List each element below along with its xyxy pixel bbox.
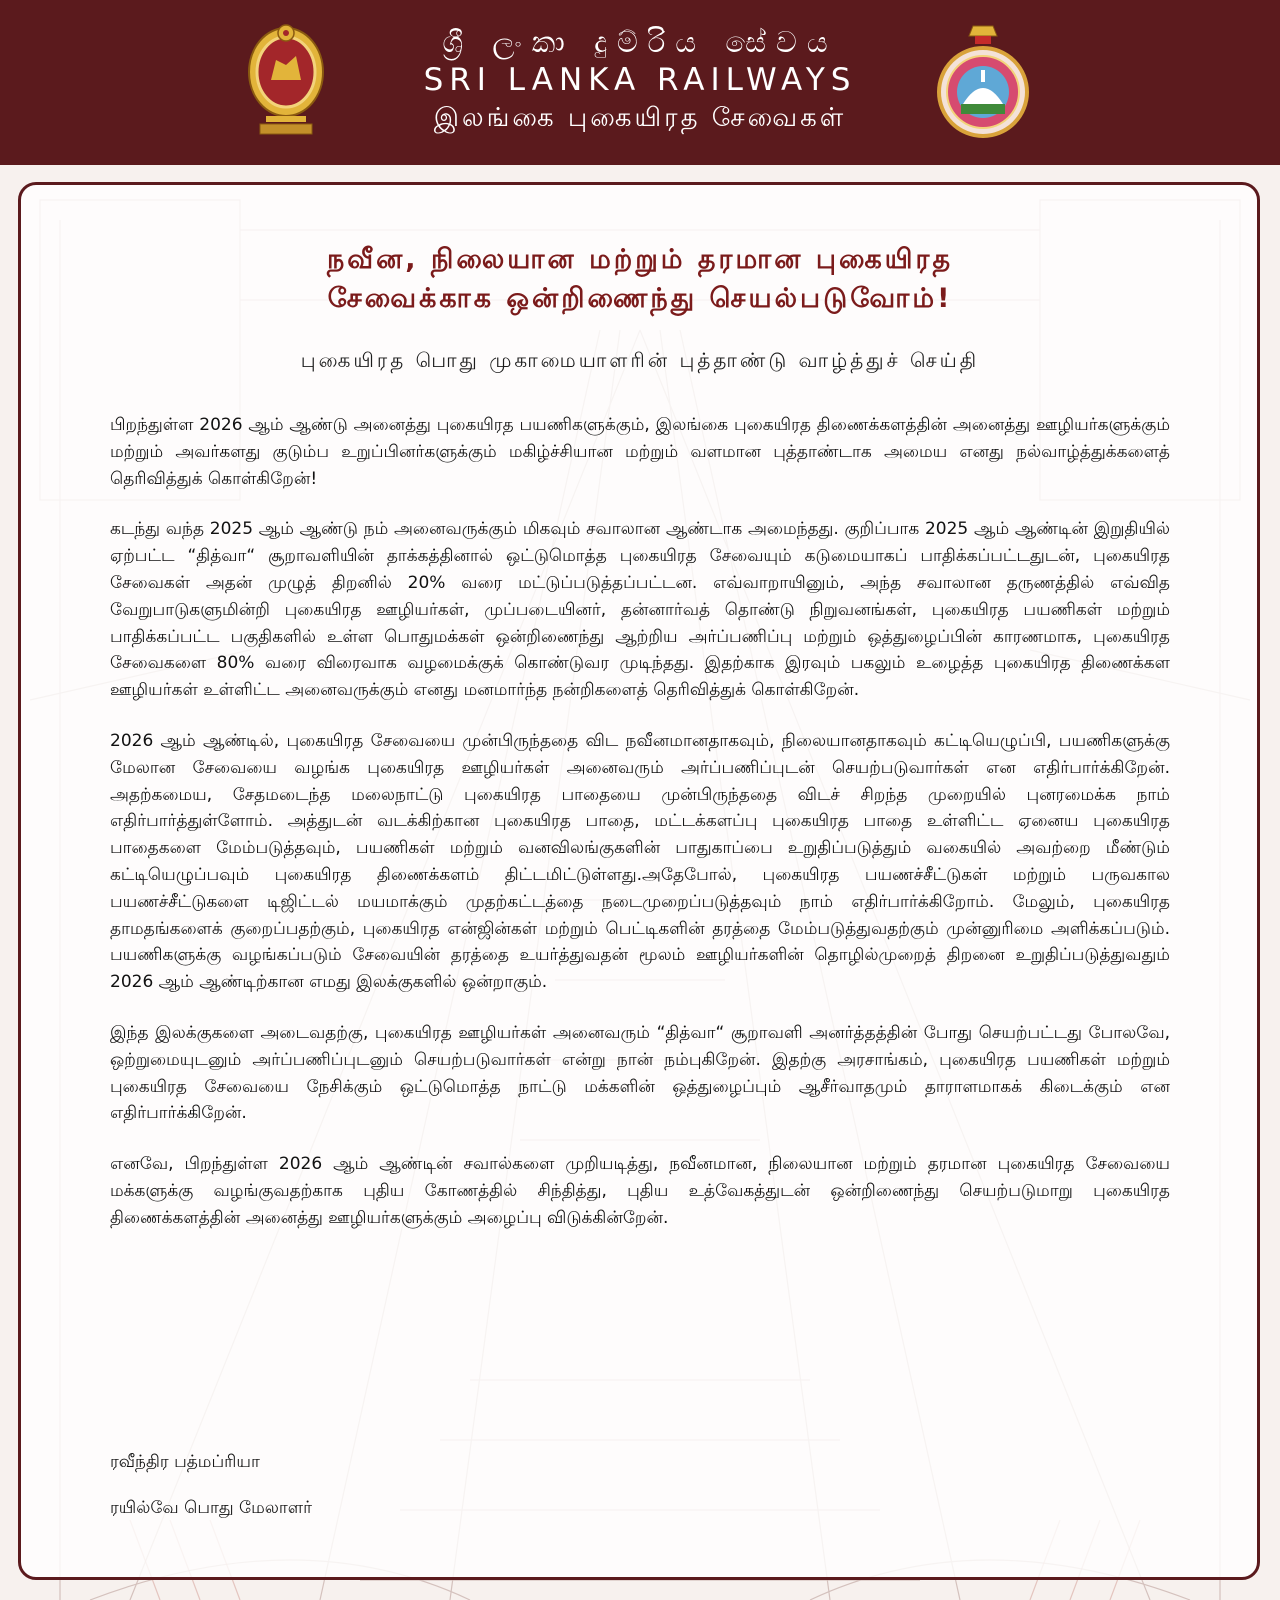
header-banner xyxy=(0,0,1280,165)
paragraph-4: இந்த இலக்குகளை அடைவதற்கு, புகையிரத ஊழியர்கள் அனைவரும் “தித்வா“ சூறாவளி அனர்த்தத்தின் போது செயற்பட்டது போலவே, ஒற்றுமையுடனும் அர்ப்பணிப்புடனும் செயற்படுவார்கள் என்று நான் நம்புகிறேன். இதற்கு அரசாங்கம், புகையிரத பயணிகள் மற்றும் புகையிரத சேவையை நேசிக்கும் ஒட்டுமொத்த நாட்டு மக்களின் ஒத்துழைப்பும் ஆசீர்வாதமும் தாராளமாகக் கிடைக்கும் என எதிர்பார்க்கிறேன். xyxy=(110,1022,1170,1124)
title-line-2: சேவைக்காக ஒன்றிணைந்து செயல்படுவோம்! xyxy=(327,283,953,314)
signatory-position: ரயில்வே பொது மேலாளர் xyxy=(110,1498,312,1518)
header-title-english: SRI LANKA RAILWAYS xyxy=(423,62,857,98)
paragraph-1: பிறந்துள்ள 2026 ஆம் ஆண்டு அனைத்து புகையிரத பயணிகளுக்கும், இலங்கை புகையிரத திணைக்களத்தின் அனைத்து ஊழியர்களுக்கும் மற்றும் அவர்களது குடும்ப உறுப்பினர்களுக்கும் மகிழ்ச்சியான மற்றும் வளமான புத்தாண்டாக அமைய எனது நல்வாழ்த்துக்களைத் தெரிவித்துக் கொள்கிறேன்! xyxy=(110,415,1170,489)
signature-block xyxy=(110,1452,312,1544)
signatory-name: ரவீந்திர பத்மப்ரியா xyxy=(110,1452,260,1472)
paragraph-2: கடந்து வந்த 2025 ஆம் ஆண்டு நம் அனைவருக்கும் மிகவும் சவாலான ஆண்டாக அமைந்தது. குறிப்பாக 2025 ஆம் ஆண்டின் இறுதியில் ஏற்பட்ட “தித்வா“ சூறாவளியின் தாக்கத்தினால் ஒட்டுமொத்த புகையிரத சேவையும் கடுமையாகப் பாதிக்கப்பட்டதுடன், புகையிரத சேவைகள் அதன் முழுத் திறனில் 20% வரை மட்டுப்படுத்தப்பட்டன. எவ்வாறாயினும், அந்த சவாலான தருணத்தில் எவ்வித வேறுபாடுகளுமின்றி புகையிரத ஊழியர்கள், முப்படையினர், தன்னார்வத் தொண்டு நிறுவனங்கள், புகையிரத பயணிகள் மற்றும் பாதிக்கப்பட்ட பகுதிகளில் உள்ள பொதுமக்கள் ஒன்றிணைந்து ஆற்றிய அர்ப்பணிப்பு மற்றும் ஒத்துழைப்பின் காரணமாக, புகையிரத சேவைகளை 80% வரை விரைவாக வழமைக்குக் கொண்டுவர முடிந்தது. இதற்காக இரவும் பகலும் உழைத்த புகையிரத திணைக்கள ஊழியர்கள் உள்ளிட்ட அனைவருக்கும் எனது மனமார்ந்த நன்றிகளைத் தெரிவித்துக் கொள்கிறேன். xyxy=(110,519,1170,701)
paragraph-5: எனவே, பிறந்துள்ள 2026 ஆம் ஆண்டின் சவால்களை முறியடித்து, நவீனமான, நிலையான மற்றும் தரமான புகையிரத சேவையை மக்களுக்கு வழங்குவதற்காக புதிய கோணத்தில் சிந்தித்து, புதிய உத்வேகத்துடன் ஒன்றிணைந்து செயற்படுமாறு புகையிரத திணைக்களத்தின் அனைத்து ஊழியர்களுக்கும் அழைப்பு விடுக்கின்றேன். xyxy=(110,1154,1170,1228)
header-title-sinhala: ශ්‍රී ලංකා දුම්රිය සේවය xyxy=(442,25,838,59)
paragraph-3: 2026 ஆம் ஆண்டில், புகையிரத சேவையை முன்பிருந்ததை விட நவீனமானதாகவும், நிலையானதாகவும் கட்டியெழுப்பி, பயணிகளுக்கு மேலான சேவையை வழங்க புகையிரத ஊழியர்கள் அனைவரும் அர்ப்பணிப்புடன் செயற்படுவார்கள் என எதிர்பார்க்கிறேன். அதற்கமைய, சேதமடைந்த மலைநாட்டு புகையிரத பாதையை முன்பிருந்ததை விடச் சிறந்த முறையில் புனரமைக்க நாம் எதிர்பார்த்துள்ளோம். அத்துடன் வடக்கிற்கான புகையிரத பாதை, மட்டக்களப்பு புகையிரத பாதை உள்ளிட்ட ஏனைய புகையிரத பாதைகளை மேம்படுத்தவும், பயணிகள் மற்றும் வனவிலங்குகளின் பாதுகாப்பை உறுதிப்படுத்தும் வகையில் அவற்றை மீண்டும் கட்டியெழுப்பவும் புகையிரத திணைக்களம் திட்டமிட்டுள்ளது.அதேபோல், புகையிரத பயணச்சீட்டுகள் மற்றும் பருவகால பயணச்சீட்டுகளை டிஜிட்டல் மயமாக்கும் முதற்கட்டத்தை நடைமுறைப்படுத்தவும் நாம் எதிர்பார்க்கிறோம். மேலும், புகையிரத தாமதங்களைக் குறைப்பதற்கும், புகையிரத என்ஜின்கள் மற்றும் பெட்டிகளின் தரத்தை மேம்படுத்துவதற்கும் முன்னுரிமை அளிக்கப்படும். பயணிகளுக்கு வழங்கப்படும் சேவையின் தரத்தை உயர்த்துவதன் மூலம் ஊழியர்களின் தொழில்முறைத் திறனை உறுதிப்படுத்துவதும் 2026 ஆம் ஆண்டிற்கான எமது இலக்குகளில் ஒன்றாகும். xyxy=(110,730,1170,993)
sri-lanka-railways-logo-icon xyxy=(935,22,1031,140)
title-line-1: நவீன, நிலையான மற்றும் தரமான புகையிரத xyxy=(326,244,954,275)
page-subtitle: புகையிரத பொது முகாமையாளரின் புத்தாண்டு வாழ்த்துச் செய்தி xyxy=(300,348,980,372)
message-body xyxy=(110,412,1170,1256)
sri-lanka-state-emblem-icon xyxy=(246,20,326,138)
header-title-tamil: இலங்கை புகையிரத சேவைகள் xyxy=(433,103,847,133)
page-title xyxy=(180,240,1100,318)
header-title-block xyxy=(340,22,940,138)
